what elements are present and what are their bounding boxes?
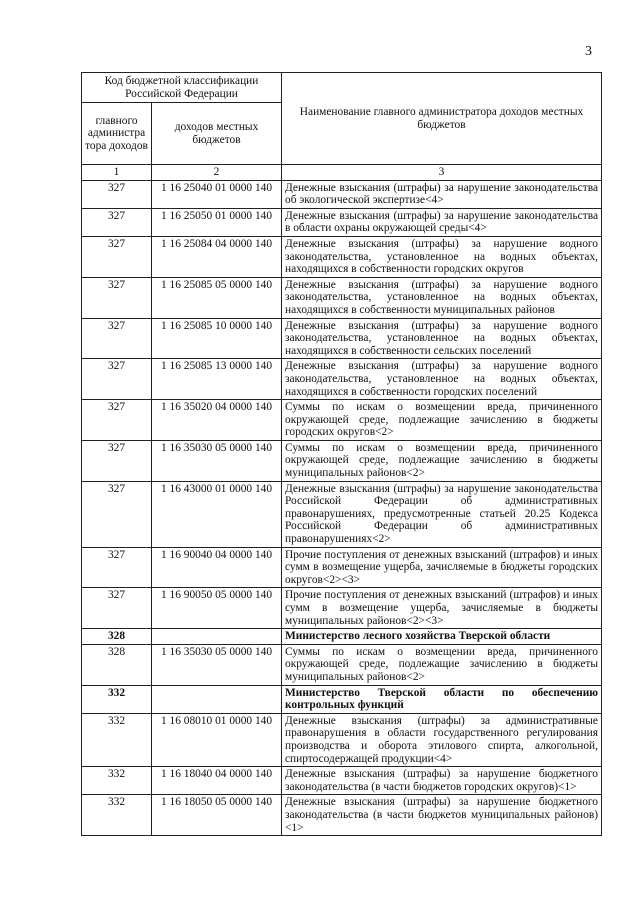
name-cell: Денежные взыскания (штрафы) за нарушение законодательства Российской Федерации об административных правонарушениях, предусмотренные статьей 20.25 Кодекса Российской Федерации об административных правонарушениях<2> [282,481,602,547]
table-row [82,767,602,795]
table-body [82,180,602,836]
income-code-cell [152,685,282,713]
table-row [82,318,602,359]
table-row [82,208,602,236]
income-code-cell: 1 16 25040 01 0000 140 [152,180,282,208]
name-cell: Прочие поступления от денежных взысканий (штрафов) и иных сумм в возмещение ущерба, зачисляемые в бюджеты муниципальных районов<2><3> [282,588,602,629]
admin-code-cell: 332 [82,795,152,836]
header-income-column: доходов местных бюджетов [152,103,282,165]
name-cell: Денежные взыскания (штрафы) за нарушение водного законодательства, установленное на водных объектах, находящихся в собственности муниципальных районов [282,277,602,318]
table-row [82,795,602,836]
income-code-cell: 1 16 25085 10 0000 140 [152,318,282,359]
admin-code-cell: 328 [82,629,152,645]
table-row [82,359,602,400]
admin-code-cell: 332 [82,767,152,795]
name-cell: Министерство лесного хозяйства Тверской области [282,629,602,645]
admin-code-cell: 328 [82,644,152,685]
income-code-cell: 1 16 43000 01 0000 140 [152,481,282,547]
table-row [82,685,602,713]
name-cell: Денежные взыскания (штрафы) за нарушение законодательства в области охраны окружающей среды<4> [282,208,602,236]
income-code-cell: 1 16 25085 05 0000 140 [152,277,282,318]
admin-code-cell: 327 [82,359,152,400]
income-code-cell: 1 16 18040 04 0000 140 [152,767,282,795]
header-name-column: Наименование главного администратора доходов местных бюджетов [282,73,602,165]
admin-code-cell: 327 [82,236,152,277]
admin-code-cell: 332 [82,713,152,766]
name-cell: Суммы по искам о возмещении вреда, причиненного окружающей среде, подлежащие зачислению в бюджеты городских округов<2> [282,400,602,441]
income-code-cell: 1 16 35020 04 0000 140 [152,400,282,441]
name-cell: Денежные взыскания (штрафы) за нарушение водного законодательства, установленное на водных объектах, находящихся в собственности городских округов [282,236,602,277]
admin-code-cell: 327 [82,277,152,318]
page-number: 3 [585,44,592,59]
income-code-cell: 1 16 25085 13 0000 140 [152,359,282,400]
name-cell: Денежные взыскания (штрафы) за нарушение водного законодательства, установленное на водных объектах, находящихся в собственности городских поселений [282,359,602,400]
table-row [82,180,602,208]
name-cell: Суммы по искам о возмещении вреда, причиненного окружающей среде, подлежащие зачислению в бюджеты муниципальных районов<2> [282,644,602,685]
table-row [82,481,602,547]
income-code-cell: 1 16 35030 05 0000 140 [152,440,282,481]
name-cell: Министерство Тверской области по обеспечению контрольных функций [282,685,602,713]
income-code-cell: 1 16 25084 04 0000 140 [152,236,282,277]
admin-code-cell: 327 [82,588,152,629]
column-number-1: 1 [82,165,152,181]
name-cell: Прочие поступления от денежных взысканий (штрафов) и иных сумм в возмещение ущерба, зачисляемые в бюджеты городских округов<2><3> [282,547,602,588]
name-cell: Денежные взыскания (штрафы) за нарушение законодательства об экологической экспертизе<4> [282,180,602,208]
admin-code-cell: 327 [82,547,152,588]
column-number-3: 3 [282,165,602,181]
admin-code-cell: 327 [82,208,152,236]
column-number-2: 2 [152,165,282,181]
income-code-cell: 1 16 35030 05 0000 140 [152,644,282,685]
budget-classification-table [81,72,602,836]
income-code-cell: 1 16 18050 05 0000 140 [152,795,282,836]
table-row [82,713,602,766]
admin-code-cell: 327 [82,400,152,441]
header-group: Код бюджетной классификации Российской Федерации [82,73,282,103]
admin-code-cell: 327 [82,440,152,481]
table-row [82,588,602,629]
name-cell: Денежные взыскания (штрафы) за нарушение водного законодательства, установленное на водных объектах, находящихся в собственности сельских поселений [282,318,602,359]
table-row [82,644,602,685]
table-row [82,236,602,277]
table-row [82,440,602,481]
income-code-cell: 1 16 25050 01 0000 140 [152,208,282,236]
table-row [82,400,602,441]
admin-code-cell: 332 [82,685,152,713]
admin-code-cell: 327 [82,318,152,359]
header-admin-column: главного администра тора доходов [82,103,152,165]
table-row [82,629,602,645]
income-code-cell: 1 16 90050 05 0000 140 [152,588,282,629]
name-cell: Денежные взыскания (штрафы) за нарушение бюджетного законодательства (в части бюджетов городских округов)<1> [282,767,602,795]
table-row [82,547,602,588]
name-cell: Денежные взыскания (штрафы) за нарушение бюджетного законодательства (в части бюджетов муниципальных районов)<1> [282,795,602,836]
name-cell: Суммы по искам о возмещении вреда, причиненного окружающей среде, подлежащие зачислению в бюджеты муниципальных районов<2> [282,440,602,481]
admin-code-cell: 327 [82,481,152,547]
name-cell: Денежные взыскания (штрафы) за административные правонарушения в области государственного регулирования производства и оборота этилового спирта, алкогольной, спиртосодержащей продукции<4> [282,713,602,766]
admin-code-cell: 327 [82,180,152,208]
table-row [82,277,602,318]
income-code-cell [152,629,282,645]
income-code-cell: 1 16 90040 04 0000 140 [152,547,282,588]
income-code-cell: 1 16 08010 01 0000 140 [152,713,282,766]
